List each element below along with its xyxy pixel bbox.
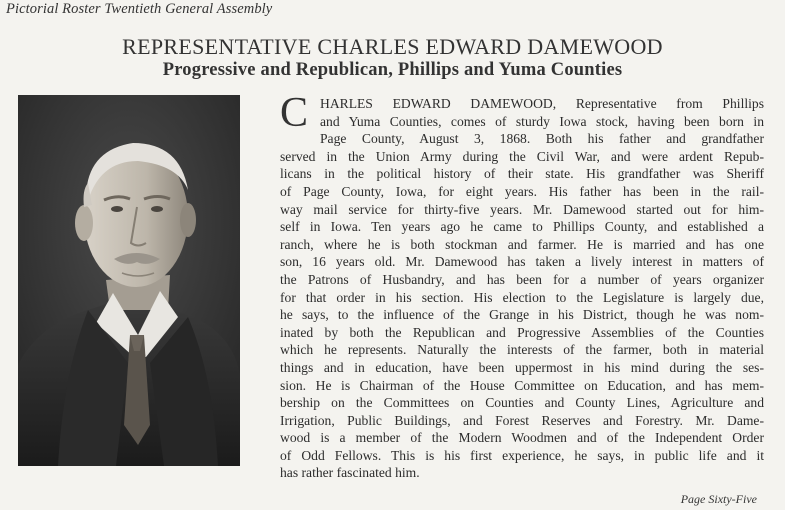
- bio-line: served in the Union Army during the Civil War, and were ardent Repub-: [280, 148, 764, 164]
- biography-text: [280, 90, 764, 482]
- bio-line: sion. He is Chairman of the House Committee on Education, and has mem-: [280, 377, 764, 393]
- portrait-photo-icon: [18, 95, 240, 466]
- bio-line: Page County, August 3, 1868. Both his father and grandfather: [320, 131, 764, 147]
- bio-line: things and in education, have been uppermost in his mind during the ses-: [280, 359, 764, 375]
- bio-line: bership on the Committees on Counties and County Lines, Agriculture and: [280, 395, 764, 411]
- bio-line: way mail service for thirty-five years. Mr. Damewood started out for him-: [280, 201, 764, 217]
- bio-line: for that order in his section. His election to the Legislature is largely due,: [280, 289, 764, 305]
- bio-line: inated by both the Republican and Progressive Assemblies of the Counties: [280, 324, 764, 340]
- bio-line: licans in the political history of their state. His grandfather was Sheriff: [280, 166, 764, 182]
- running-head: Pictorial Roster Twentieth General Assembly: [6, 1, 273, 17]
- portrait-photo: [18, 95, 240, 466]
- page-title: REPRESENTATIVE CHARLES EDWARD DAMEWOOD: [122, 34, 663, 59]
- bio-line: the Patrons of Husbandry, and has been for a number of years organizer: [280, 271, 764, 287]
- bio-line: he says, to the influence of the Grange in his District, though he was nom-: [280, 307, 764, 323]
- bio-line: of Page County, Iowa, for eight years. His father has been in the rail-: [280, 183, 764, 199]
- bio-line: has rather fascinated him.: [280, 465, 420, 481]
- page-subtitle: Progressive and Republican, Phillips and Yuma Counties: [162, 60, 623, 80]
- drop-cap: C: [280, 90, 309, 136]
- bio-line: of Odd Fellows. This is his first experience, he says, in public life and it: [280, 447, 764, 463]
- bio-line: self in Iowa. Ten years ago he came to Phillips County, and established a: [280, 219, 764, 235]
- bio-line: son, 16 years old. Mr. Damewood has taken a lively interest in matters of: [280, 254, 764, 270]
- bio-line: ranch, where he is both stockman and farmer. He is married and has one: [280, 236, 764, 252]
- bio-line: which he represents. Naturally the interests of the farmer, both in material: [280, 342, 764, 358]
- bio-line: HARLES EDWARD DAMEWOOD, Representative from Phillips: [320, 96, 764, 111]
- bio-line: Irrigation, Public Buildings, and Forest Reserves and Forestry. Mr. Dame-: [280, 412, 764, 428]
- bio-line: and Yuma Counties, comes of sturdy Iowa stock, having been born in: [320, 113, 764, 129]
- bio-line: wood is a member of the Modern Woodmen and of the Independent Order: [280, 430, 764, 446]
- page-number: Page Sixty-Five: [680, 492, 757, 506]
